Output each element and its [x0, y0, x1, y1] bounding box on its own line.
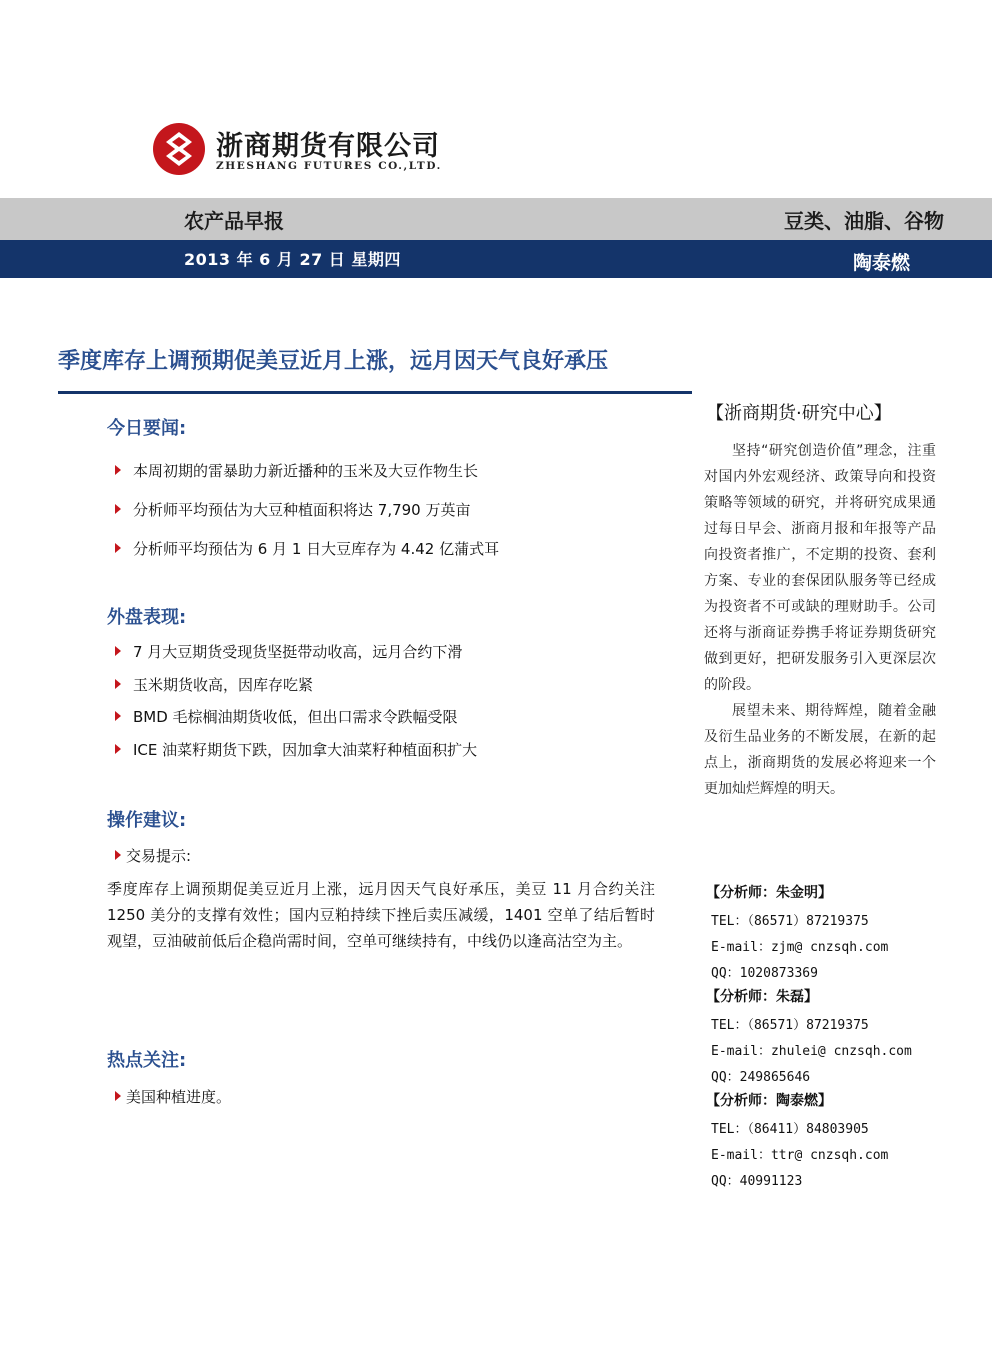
analyst-tel: TEL：（86571）87219375 [711, 914, 869, 929]
bullet-triangle-icon [115, 850, 121, 860]
advice-paragraph: 季度库存上调预期促美豆近月上涨，远月因天气良好承压，美豆 11 月合约关注 1250 美分的支撑有效性；国内豆粕持续下挫后卖压减缓，1401 空单了结后暂时观望，豆油破前低后企稳尚需时间，空单可继续持有，中线仍以逢高沽空为主。 [107, 880, 655, 950]
company-name-en: ZHESHANG FUTURES CO.,LTD. [216, 160, 442, 172]
analyst-qq: QQ：1020873369 [711, 966, 818, 981]
sidebar-title: 【浙商期货·研究中心】 [706, 403, 892, 424]
report-author: 陶泰燃 [852, 252, 910, 274]
analyst-header: 【分析师：陶泰燃】 [706, 1093, 832, 1109]
list-item: 分析师平均预估为 6 月 1 日大豆库存为 4.42 亿蒲式耳 [115, 538, 499, 559]
trade-tip-label: 交易提示: [115, 845, 191, 866]
analyst-email: E-mail：zjm@ cnzsqh.com [711, 940, 889, 955]
section-title-news: 今日要闻: [107, 418, 187, 439]
list-item: 美国种植进度。 [115, 1086, 231, 1107]
section-title-hotspot: 热点关注: [107, 1050, 187, 1071]
headline-divider [58, 391, 692, 394]
report-type: 农产品早报 [184, 209, 284, 233]
analyst-header: 【分析师：朱磊】 [706, 989, 818, 1005]
analyst-tel: TEL：（86411）84803905 [711, 1122, 869, 1137]
analyst-qq: QQ：40991123 [711, 1174, 803, 1189]
header-band-blue [0, 240, 992, 278]
bullet-triangle-icon [115, 744, 121, 754]
list-item: BMD 毛棕榈油期货收低，但出口需求令跌幅受限 [115, 706, 458, 727]
report-sector: 豆类、油脂、谷物 [784, 209, 944, 233]
report-date: 2013 年 6 月 27 日 星期四 [184, 250, 401, 269]
list-item: 玉米期货收高，因库存吃紧 [115, 674, 313, 695]
list-item: 7 月大豆期货受现货坚挺带动收高，远月合约下滑 [115, 641, 462, 662]
bullet-triangle-icon [115, 1091, 121, 1101]
bullet-triangle-icon [115, 679, 121, 689]
list-item: 本周初期的雷暴助力新近播种的玉米及大豆作物生长 [115, 460, 478, 481]
sidebar-paragraph: 坚持“研究创造价值”理念，注重对国内外宏观经济、政策导向和投资策略等领域的研究，并将研究成果通过每日早会、浙商月报和年报等产品向投资者推广，不定期的投资、套利方案、专业的套保团队服务等已经成为投资者不可或缺的理财助手。公司还将与浙商证券携手将证券期货研究做到更好，把研发服务引入更深层次的阶段。 [704, 443, 936, 693]
bullet-triangle-icon [115, 711, 121, 721]
list-item: ICE 油菜籽期货下跌，因加拿大油菜籽种植面积扩大 [115, 739, 477, 760]
analyst-header: 【分析师：朱金明】 [706, 885, 832, 901]
analyst-tel: TEL：（86571）87219375 [711, 1018, 869, 1033]
analyst-qq: QQ：249865646 [711, 1070, 811, 1085]
bullet-triangle-icon [115, 646, 121, 656]
company-logo [152, 120, 442, 180]
zheshang-logo-icon [152, 122, 206, 176]
section-title-advice: 操作建议: [107, 810, 187, 831]
bullet-triangle-icon [115, 504, 121, 514]
analyst-email: E-mail：zhulei@ cnzsqh.com [711, 1044, 912, 1059]
headline: 季度库存上调预期促美豆近月上涨，远月因天气良好承压 [58, 349, 609, 374]
bullet-triangle-icon [115, 465, 121, 475]
section-title-overseas: 外盘表现: [107, 607, 187, 628]
list-item: 分析师平均预估为大豆种植面积将达 7,790 万英亩 [115, 499, 470, 520]
bullet-triangle-icon [115, 543, 121, 553]
sidebar-paragraph: 展望未来、期待辉煌，随着金融及衍生品业务的不断发展，在新的起点上，浙商期货的发展必将迎来一个更加灿烂辉煌的明天。 [704, 703, 936, 797]
analyst-email: E-mail：ttr@ cnzsqh.com [711, 1148, 889, 1163]
company-name-cn: 浙商期货有限公司 [216, 131, 440, 162]
